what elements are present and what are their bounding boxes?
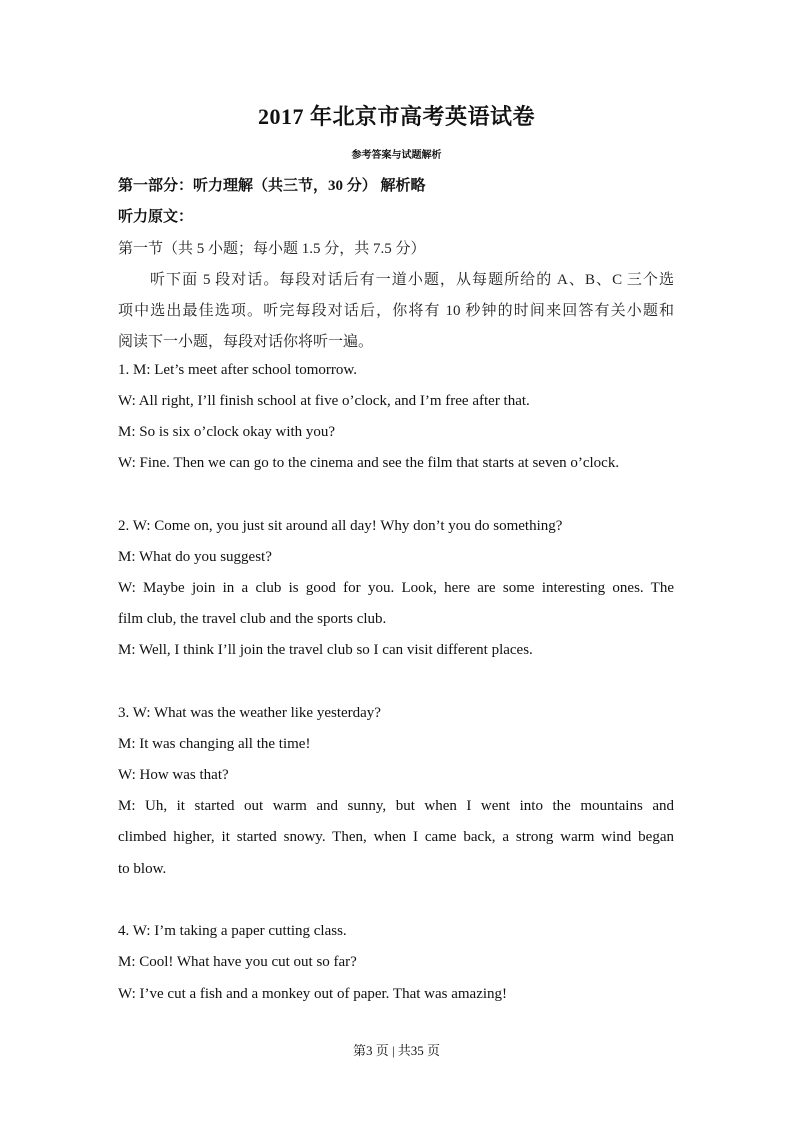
- dialogue-line: W: Fine. Then we can go to the cinema and see the film that starts at seven o’clock.: [118, 455, 620, 471]
- dialogue-line: W: I’ve cut a fish and a monkey out of paper. That was amazing!: [118, 986, 508, 1002]
- dialogue-line: W: Maybe join in a club is good for you. Look, here are some interesting ones. The: [118, 580, 674, 596]
- page-footer: 第3 页 | 共35 页: [352, 1043, 441, 1058]
- dialogue-line: W: All right, I’ll finish school at five o’clock, and I’m free after that.: [118, 393, 530, 409]
- dialogue-line: M: So is six o’clock okay with you?: [118, 424, 336, 440]
- section-heading: 第一部分：听力理解（共三节，30 分） 解析略: [118, 178, 426, 194]
- source-label: 听力原文：: [118, 209, 194, 225]
- page-title: 2017 年北京市高考英语试卷: [257, 104, 535, 129]
- dialogue-line: M: Well, I think I’ll join the travel club so I can visit different places.: [118, 642, 533, 658]
- dialogue-line: climbed higher, it started snowy. Then, when I came back, a strong warm wind began: [118, 829, 674, 845]
- dialogue-line: M: It was changing all the time!: [118, 736, 311, 752]
- dialogue-line: 4. W: I’m taking a paper cutting class.: [118, 923, 347, 939]
- dialogue-line: W: How was that?: [118, 767, 229, 783]
- dialogue-line: M: What do you suggest?: [118, 549, 272, 565]
- dialogue-line: M: Uh, it started out warm and sunny, but when I went into the mountains and: [118, 798, 674, 814]
- dialogue-line: 1. M: Let’s meet after school tomorrow.: [118, 362, 357, 378]
- page-subtitle: 参考答案与试题解析: [351, 150, 442, 161]
- instruction-line: 阅读下一小题，每段对话你将听一遍。: [118, 334, 374, 350]
- part1-heading: 第一节（共 5 小题；每小题 1.5 分，共 7.5 分）: [118, 241, 426, 257]
- dialogue-line: 2. W: Come on, you just sit around all day! Why don’t you do something?: [118, 518, 563, 534]
- instruction-line: 项中选出最佳选项。听完每段对话后，你将有 10 秒钟的时间来回答有关小题和: [118, 303, 674, 319]
- dialogue-line: film club, the travel club and the sports club.: [118, 611, 387, 627]
- dialogue-line: M: Cool! What have you cut out so far?: [118, 954, 357, 970]
- instruction-line: 听下面 5 段对话。每段对话后有一道小题，从每题所给的 A、B、C 三个选: [150, 272, 674, 288]
- dialogue-line: 3. W: What was the weather like yesterday?: [118, 705, 381, 721]
- dialogue-line: to blow.: [118, 861, 167, 877]
